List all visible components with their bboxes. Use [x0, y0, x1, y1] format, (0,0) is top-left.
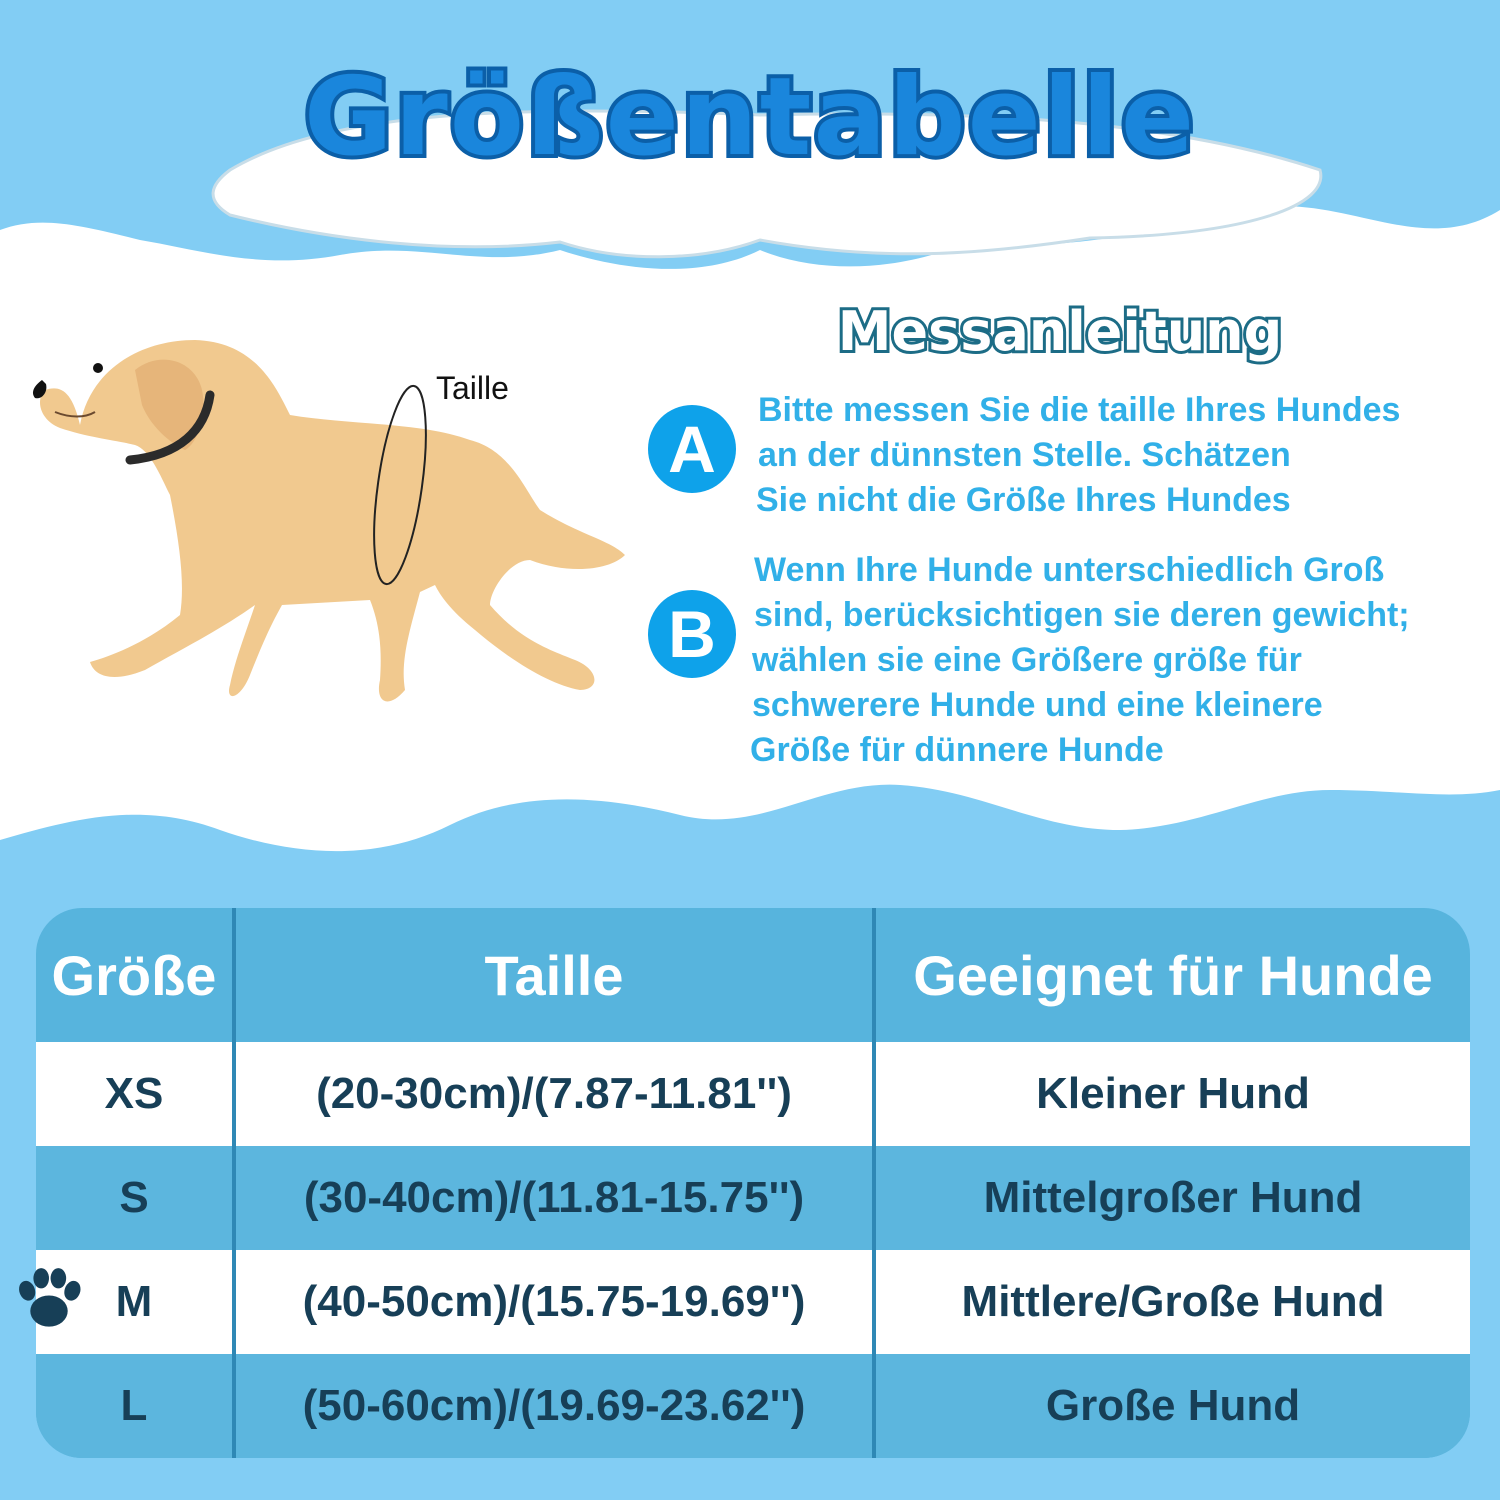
- instruction-b-line-3: wählen sie eine Größere größe für: [752, 641, 1302, 679]
- badge-a: A: [648, 405, 736, 493]
- table-row: [36, 1146, 1470, 1250]
- instruction-b-line-2: sind, berücksichtigen sie deren gewicht;: [754, 596, 1410, 634]
- header-suitable: Geeignet für Hunde: [913, 943, 1433, 1007]
- taille-label: Taille: [436, 370, 509, 406]
- instruction-b-line-4: schwerere Hunde und eine kleinere: [752, 686, 1323, 724]
- instruction-b-line-1: Wenn Ihre Hunde unterschiedlich Groß: [754, 551, 1385, 589]
- size-cell: L: [36, 1354, 234, 1458]
- waist-cell: (50-60cm)/(19.69-23.62''): [234, 1354, 874, 1458]
- dog-illustration: [20, 330, 640, 720]
- suitable-cell: Große Hund: [874, 1354, 1470, 1458]
- table-row: [36, 1354, 1470, 1458]
- table-row: [36, 1250, 1470, 1354]
- header-size: Größe: [36, 908, 234, 1042]
- instructions-heading: Messanleitung: [837, 300, 1283, 363]
- instruction-a-line-3: Sie nicht die Größe Ihres Hundes: [756, 481, 1291, 519]
- table-row: [36, 1042, 1470, 1146]
- waist-cell: (20-30cm)/(7.87-11.81''): [234, 1042, 874, 1146]
- table-header-row: [36, 908, 1470, 1042]
- suitable-cell: Mittlere/Große Hund: [874, 1250, 1470, 1354]
- instruction-a-line-1: Bitte messen Sie die taille Ihres Hundes: [758, 391, 1401, 429]
- instruction-b-line-5: Größe für dünnere Hunde: [750, 731, 1164, 769]
- suitable-cell: Kleiner Hund: [874, 1042, 1470, 1146]
- size-cell: S: [36, 1146, 234, 1250]
- badge-b: B: [648, 590, 736, 678]
- suitable-cell: Mittelgroßer Hund: [874, 1146, 1470, 1250]
- header-waist: Taille: [234, 908, 874, 1042]
- paw-icon: [10, 1258, 88, 1336]
- size-table: [36, 908, 1470, 1458]
- instruction-a-line-2: an der dünnsten Stelle. Schätzen: [758, 436, 1291, 474]
- size-cell: M: [36, 1250, 234, 1354]
- size-cell: XS: [36, 1042, 234, 1146]
- waist-cell: (30-40cm)/(11.81-15.75''): [234, 1146, 874, 1250]
- page-title: Größentabelle: [303, 55, 1197, 180]
- waist-cell: (40-50cm)/(15.75-19.69''): [234, 1250, 874, 1354]
